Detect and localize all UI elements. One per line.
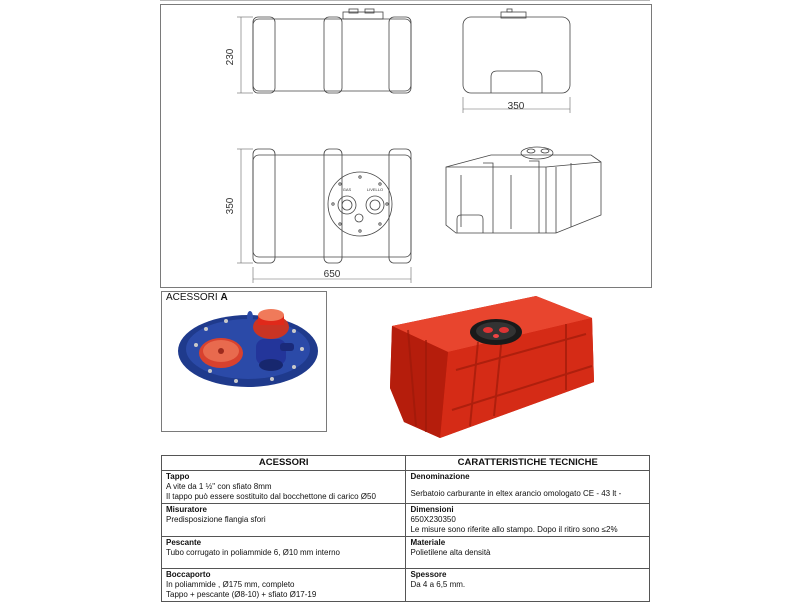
row-text: In poliammide , Ø175 mm, completo Tappo + pescante (Ø8-10) + sfiato Ø17-19 [166,580,317,599]
dimension-length-label: 650 [323,269,341,280]
dimension-height-label: 230 [225,48,236,66]
isometric-view [446,147,601,233]
table-row [162,569,650,602]
table-cell [406,537,650,569]
table-cell [406,504,650,537]
row-text: Predisposizione flangia sfori [166,515,266,524]
dimension-depth-label: 350 [225,197,236,215]
header-caratteristiche: CARATTERISTICHE TECNICHE [406,456,650,471]
header-accessori: ACESSORI [162,456,406,471]
row-text: Serbatoio carburante in eltex arancio omologato CE - 43 lt - [410,489,622,498]
accessories-flange-image [176,305,320,395]
table-header-row [162,456,650,471]
row-label: Tappo [166,472,190,481]
row-text: 650X230350 Le misure sono riferite allo stampo. Dopo il ritiro sono ≤2% [410,515,618,534]
tank-photo [386,290,600,442]
table-cell [406,471,650,504]
row-text: Polietilene alta densità [410,548,491,557]
row-text: Tubo corrugato in poliammide 6, Ø10 mm interno [166,548,341,557]
row-label: Materiale [410,538,446,547]
dimension-width-label: 350 [507,101,525,112]
spec-table [161,455,650,602]
row-label: Boccaporto [166,570,211,579]
gauge-port-label: LIVELLO [366,187,384,192]
technical-drawing-panel [160,4,652,288]
table-row [162,537,650,569]
table-cell [162,537,406,569]
row-label: Misuratore [166,505,207,514]
row-text: A vite da 1 ½" con sfiato 8mm Il tappo può essere sostituito dal bocchettone di carico Ø50 [166,482,376,501]
table-cell [406,569,650,602]
accessories-title: ACESSORI A [166,292,228,303]
tank-drawing [161,5,651,287]
row-label: Pescante [166,538,202,547]
table-cell [162,569,406,602]
table-cell [162,471,406,504]
row-label: Denominazione [410,472,470,481]
front-view [253,9,411,93]
top-view [253,149,411,263]
row-text: Da 4 a 6,5 mm. [410,580,466,589]
row-label: Dimensioni [410,505,454,514]
side-view [463,9,570,93]
fuel-port-label: GAS [342,187,352,192]
table-row [162,504,650,537]
row-label: Spessore [410,570,447,579]
table-row [162,471,650,504]
table-cell [162,504,406,537]
